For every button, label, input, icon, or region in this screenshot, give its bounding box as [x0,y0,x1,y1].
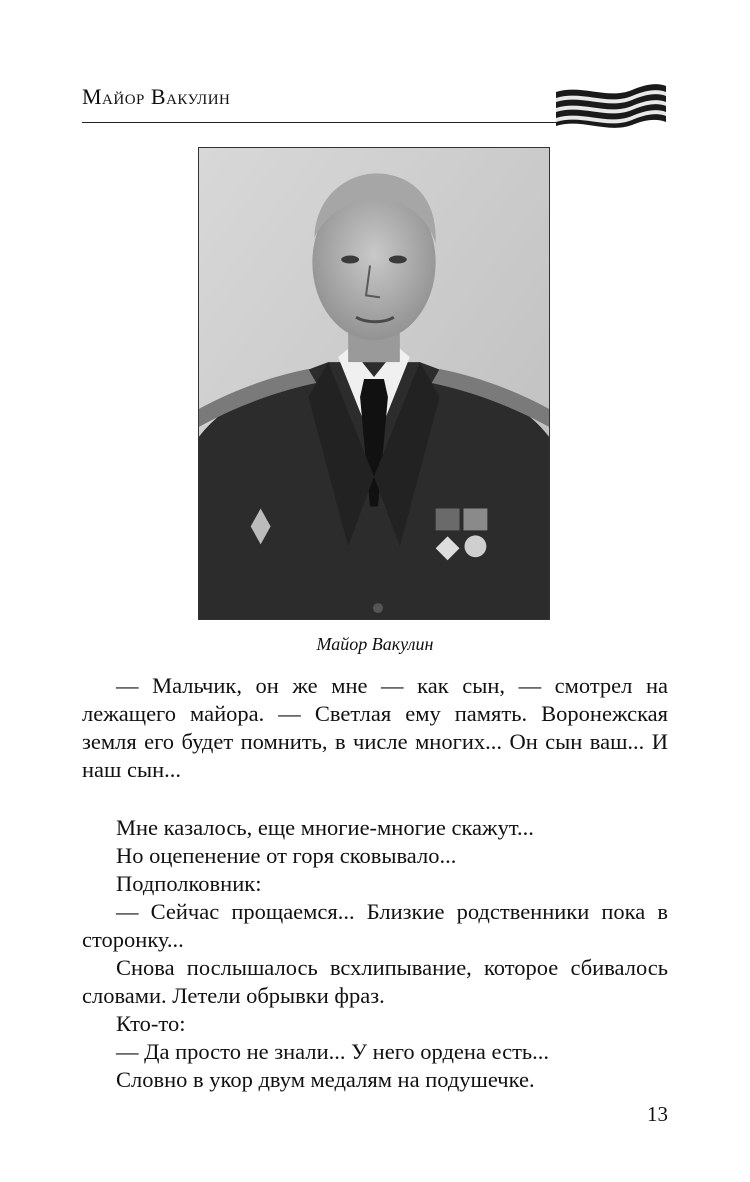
paragraph: Но оцепенение от горя сковывало... [116,843,457,868]
paragraph-gap [82,784,668,814]
paragraph: — Мальчик, он же мне — как сын, — смотрел на лежащего майора. — Светлая ему память. Воронежская земля его будет помнить, в числе многих... Он сын ваш... И наш сын... [82,673,668,782]
paragraph: — Да просто не знали... У него ордена есть... [116,1039,550,1064]
paragraph: Подполковник: [116,871,262,896]
page-number: 13 [647,1102,668,1126]
body-text [82,672,668,1094]
paragraph: Словно в укор двум медалям на подушечке. [116,1067,535,1092]
paragraph: Снова послышалось всхлипывание, которое сбивалось словами. Летели обрывки фраз. [82,955,668,1008]
figure-caption: Майор Вакулин [316,634,434,654]
paragraph: Мне казалось, еще многие-многие скажут... [116,815,534,840]
paragraph: Кто-то: [116,1011,186,1036]
header-rule [82,122,558,123]
st-george-ribbon-icon [552,78,670,130]
paragraph: — Сейчас прощаемся... Близкие родственники пока в сторонку... [82,899,668,952]
running-head: Майор Вакулин [82,84,231,109]
portrait-photo [198,147,550,620]
